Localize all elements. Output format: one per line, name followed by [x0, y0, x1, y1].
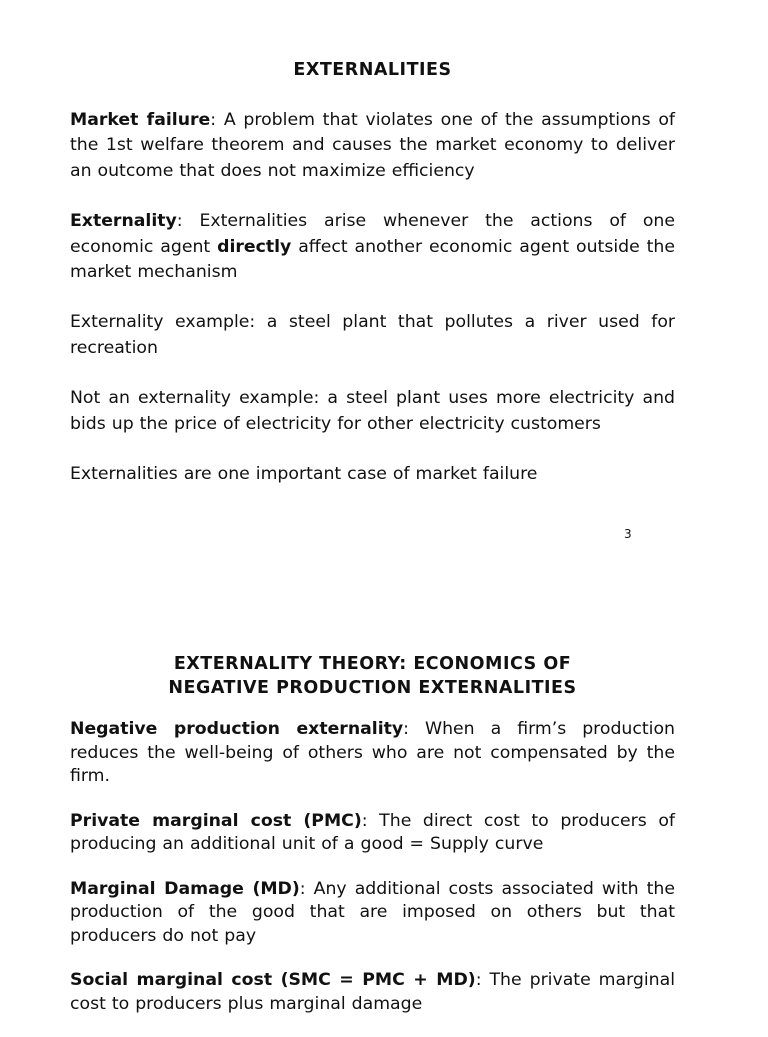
externality-example: Externality example: a steel plant that pollutes a river used for recreation: [70, 312, 675, 358]
definition-text: : Any additional costs associated with the production of the good that are imposed on others but that producers do not pay: [70, 878, 675, 946]
definition-social-marginal-cost: [70, 969, 675, 1016]
definition-text: : The direct cost to producers of producing an additional unit of a good = Supply curve: [70, 810, 675, 854]
term-market-failure: Market failure: [70, 110, 211, 130]
definition-text: : The private marginal cost to producers plus marginal damage: [70, 970, 676, 1014]
definition-text: affect another economic agent outside the market mechanism: [70, 236, 675, 283]
non-externality-example: Not an externality example: a steel plant uses more electricity and bids up the price of electricity for other electricity customers: [70, 388, 675, 434]
title-line-2: NEGATIVE PRODUCTION EXTERNALITIES: [168, 678, 577, 698]
definition-text: : When a firm’s production reduces the well-being of others who are not compensated by the firm.: [70, 719, 675, 786]
page-title: [70, 652, 675, 700]
term-externality: Externality: [70, 211, 177, 232]
emphasis-directly: directly: [217, 236, 292, 257]
term-social-marginal-cost: Social marginal cost (SMC = PMC + MD): [70, 970, 476, 990]
definition-text: : Externalities arise whenever the actions of one economic agent: [70, 211, 675, 257]
slide-externality-theory: [70, 652, 675, 1037]
definition-text: : A problem that violates one of the assumptions of the 1st welfare theorem and causes the market economy to deliver an outcome that does not maximize efficiency: [70, 110, 675, 181]
term-private-marginal-cost: Private marginal cost (PMC): [70, 810, 362, 831]
definition-market-failure: [70, 108, 675, 184]
term-marginal-damage: Marginal Damage (MD): [70, 878, 300, 899]
definition-negative-production-externality: [70, 718, 675, 789]
term-negative-production-externality: Negative production externality: [70, 719, 404, 739]
definition-marginal-damage: [70, 878, 675, 949]
title-line-1: EXTERNALITY THEORY: ECONOMICS OF: [173, 654, 572, 674]
page-number: 3: [624, 527, 632, 541]
slide-externalities: [70, 58, 675, 512]
definition-private-marginal-cost: [70, 810, 675, 857]
page-title: EXTERNALITIES: [293, 60, 452, 80]
definition-externality: [70, 209, 675, 285]
summary-text: Externalities are one important case of market failure: [70, 464, 538, 485]
